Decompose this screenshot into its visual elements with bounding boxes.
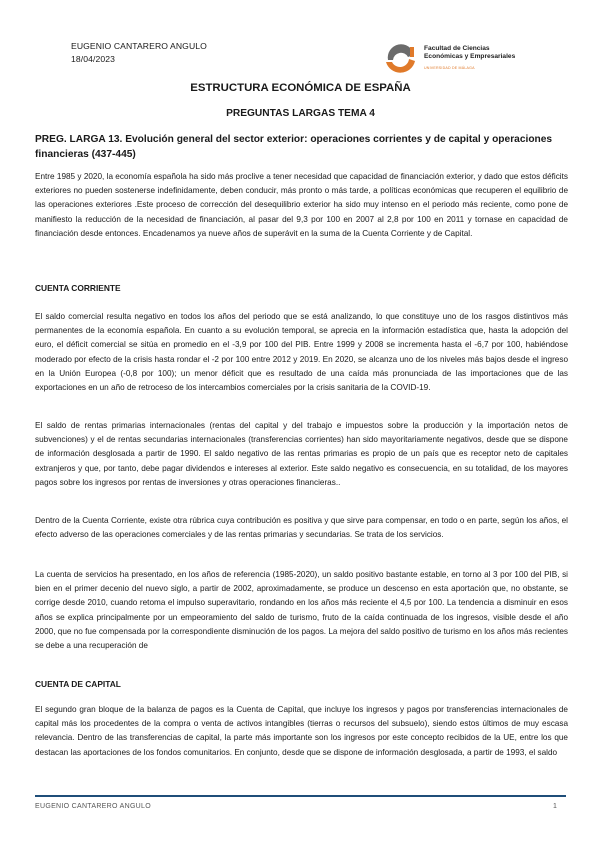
document-date: 18/04/2023 [71, 54, 116, 64]
footer-author: EUGENIO CANTARERO ANGULO [35, 803, 151, 810]
header-author-block [71, 40, 207, 66]
logo-text [424, 45, 515, 61]
paragraph-servicios: La cuenta de servicios ha presentado, en los años de referencia (1985-2020), un saldo positivo bastante estable, en torno al 3 por 100 del PIB, si bien en el primer decenio del nuevo siglo, a partir de 2002, aproximadamente, se produce un descenso en esta aportación que, no obstante, se corrige desde 2010, cuando retoma el impulso superavitario, rondando en los años más reciente el 4,5 por 100. La tendencia a disminuir en esos años se explica principalmente por un empeoramiento del saldo de turismo, fruto de la caída continuada de los ingresos, visible desde el año 2000, que no fue compensada por la correspondiente disminución de los pagos. La mejora del saldo positivo de turismo en los años más recientes se debe a una recuperación de [35, 570, 568, 651]
faculty-logo-icon [382, 41, 420, 75]
logo-line-1: Facultad de Ciencias [424, 45, 490, 52]
document-title: ESTRUCTURA ECONÓMICA DE ESPAÑA [190, 82, 411, 94]
logo-university: UNIVERSIDAD DE MÁLAGA [424, 66, 475, 70]
paragraph-cuenta-capital: El segundo gran bloque de la balanza de pagos es la Cuenta de Capital, que incluye los ingresos y pagos por transferencias internacionales de capital más los procedentes de la compra o venta de activos intangibles (tierras o recursos del subsuelo), siendo estos últimos de muy escasa relevancia. Dentro de las transferencias de capital, la parte más importante son los ingresos por este concepto recibidos de la UE, entre los que destacan las aportaciones de los fondos comunitarios. En conjunto, desde que se dispone de información desglosada, a partir de 1993, el saldo [35, 705, 568, 757]
section-heading-cuenta-corriente: CUENTA CORRIENTE [35, 283, 121, 293]
paragraph-rentas: El saldo de rentas primarias internacionales (rentas del capital y del trabajo e impuestos sobre la producción y la importación netos de subvenciones) y el de rentas secundarias internacionales (transferencias corrientes) han sido mayoritariamente negativos, desde que se dispone de información desglosada a partir de 1990. El saldo negativo de las rentas primarias es propio de un país que es receptor neto de capitales extranjeros y que, por tanto, debe pagar dividendos e intereses al exterior. Este saldo negativo es consecuencia, en su totalidad, de los mayores pagos sobre los ingresos por rentas de inversiones y otras operaciones financieras.. [35, 421, 568, 487]
paragraph-saldo-comercial: El saldo comercial resulta negativo en todos los años del periodo que se está analizando, lo que constituye uno de los rasgos distintivos más permanentes de la economía española. En cuanto a su evolución temporal, se aprecia en la información estadística que, hasta la adopción del euro, el déficit comercial se sitúa en promedio en el -3,9 por 100 del PIB. Entre 1999 y 2008 se incrementa hasta el -6,7 por 100, habiéndose moderado por efecto de la crisis hasta rondar el -2 por 100 entre 2012 y 2019. En 2020, se alcanza uno de los niveles más bajos desde el ingreso en la Unión Europea (-0,8 por 100); un menor déficit que es resultado de una caída más pronunciada de las importaciones que de las exportaciones en un año de retroceso de los intercambios comerciales por la crisis sanitaria de la COVID-19. [35, 312, 568, 393]
document-subtitle: PREGUNTAS LARGAS TEMA 4 [226, 108, 375, 119]
intro-paragraph: Entre 1985 y 2020, la economía española ha sido más proclive a tener necesidad que capacidad de financiación exterior, y dado que estos déficits exteriores no pueden sostenerse indefinidamente, deben conducir, más pronto o más tarde, a políticas económicas que recuperen el equilibrio de las operaciones exteriores .Este proceso de corrección del desequilibrio exterior ha sido muy intenso en el periodo más reciente, como pone de manifiesto la reducción de la necesidad de financiación, al pasar del 9,3 por 100 en 2007 al 2,8 por 100 en 2011 y tornase en capacidad de financiación desde entonces. Encadenamos ya nueve años de superávit en la suma de la Cuenta Corriente y de Capital. [35, 172, 568, 238]
question-title: PREG. LARGA 13. Evolución general del sector exterior: operaciones corrientes y de capital y operaciones financieras (437-445) [35, 134, 553, 160]
logo-line-2: Económicas y Empresariales [424, 53, 516, 60]
page-number: 1 [553, 803, 557, 810]
paragraph-servicios-intro: Dentro de la Cuenta Corriente, existe otra rúbrica cuya contribución es positiva y que sirve para compensar, en todo o en parte, según los años, el efecto adverso de las operaciones comerciales y de las rentas primarias y secundarias. Se trata de los servicios. [35, 516, 568, 540]
faculty-logo [382, 41, 542, 75]
author-name: EUGENIO CANTARERO ANGULO [71, 41, 207, 51]
footer-divider [35, 795, 566, 797]
section-heading-cuenta-capital: CUENTA DE CAPITAL [35, 679, 121, 689]
